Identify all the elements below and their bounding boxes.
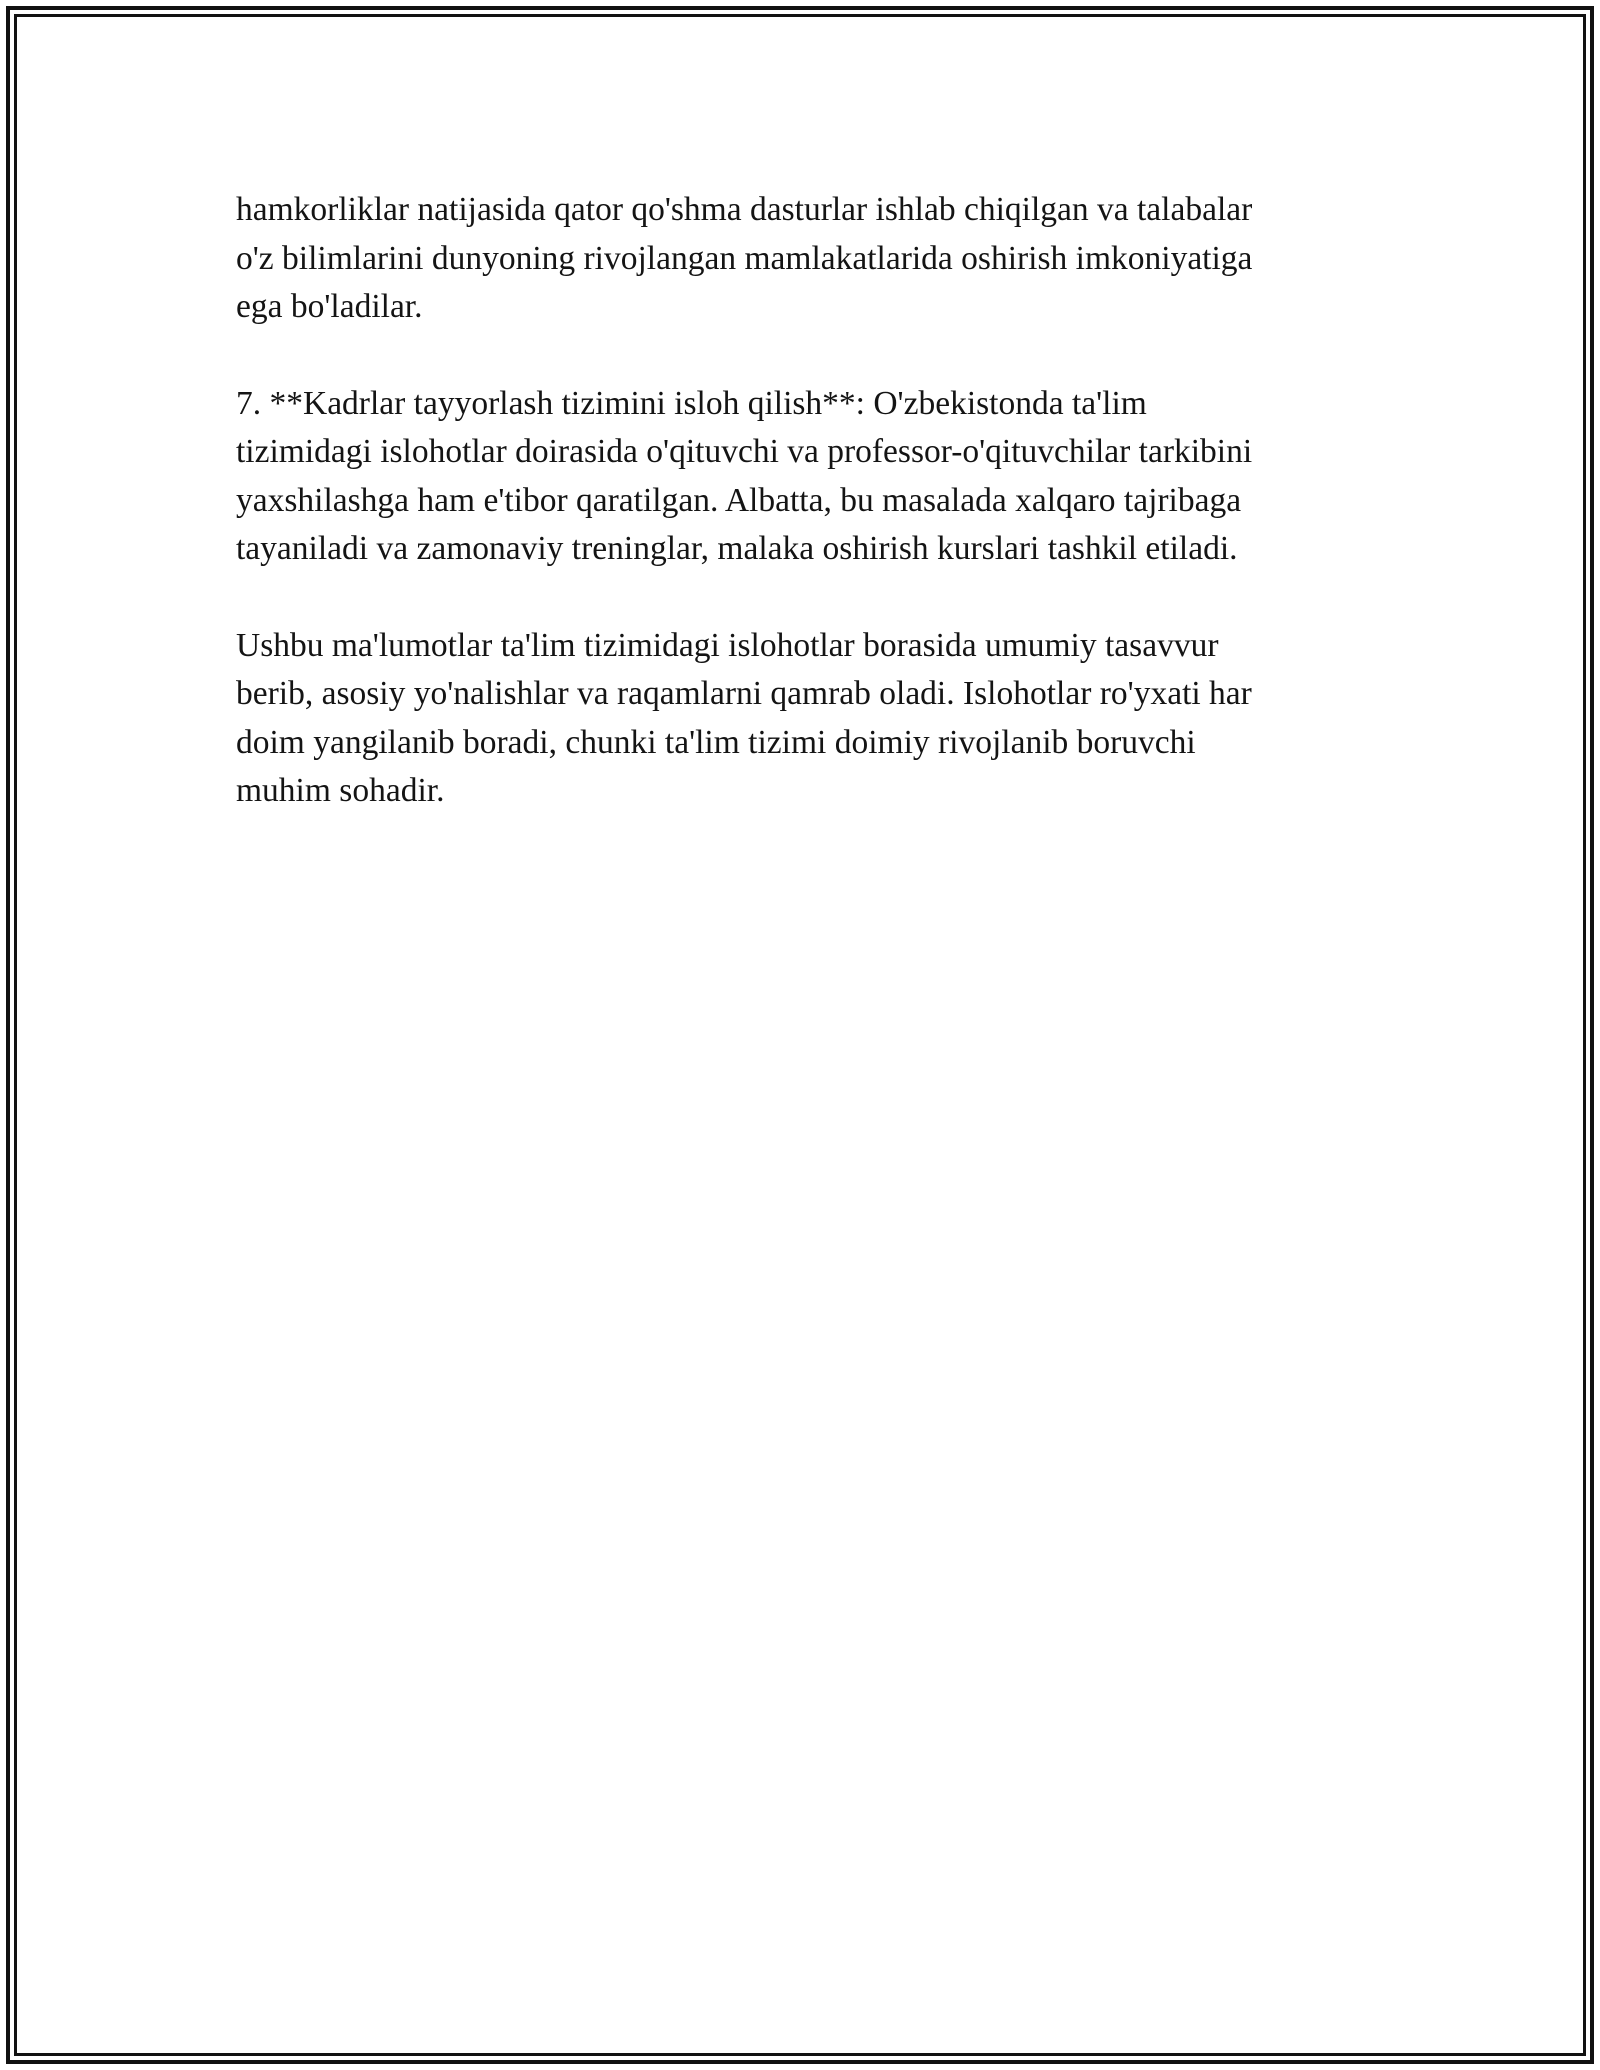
text-line: berib, asosiy yo'nalishlar va raqamlarni qamrab oladi. Islohotlar ro'yxati har [236,675,1252,712]
text-line: tayaniladi va zamonaviy treninglar, malaka oshirish kurslari tashkil etiladi. [236,530,1238,567]
paragraph-summary [236,622,1366,816]
text-line: 7. **Kadrlar tayyorlash tizimini isloh qilish**: O'zbekistonda ta'lim [236,384,1147,422]
paragraph-staff-training-reform [236,380,1366,574]
text-line: o'z bilimlarini dunyoning rivojlangan mamlakatlarida oshirish imkoniyatiga [236,239,1253,277]
text-line: doim yangilanib boradi, chunki ta'lim tizimi doimiy rivojlanib boruvchi [236,723,1196,761]
text-line: hamkorliklar natijasida qator qo'shma dasturlar ishlab chiqilgan va talabalar [236,191,1253,228]
paragraph-partnerships [236,186,1366,332]
text-line: yaxshilashga ham e'tibor qaratilgan. Albatta, bu masalada xalqaro tajribaga [236,481,1242,519]
text-line: tizimidagi islohotlar doirasida o'qituvchi va professor-o'qituvchilar tarkibini [236,433,1253,470]
document-body [236,186,1366,864]
text-line: ega bo'ladilar. [236,288,423,325]
text-line: muhim sohadir. [236,772,445,809]
text-line: Ushbu ma'lumotlar ta'lim tizimidagi islohotlar borasida umumiy tasavvur [236,626,1219,664]
